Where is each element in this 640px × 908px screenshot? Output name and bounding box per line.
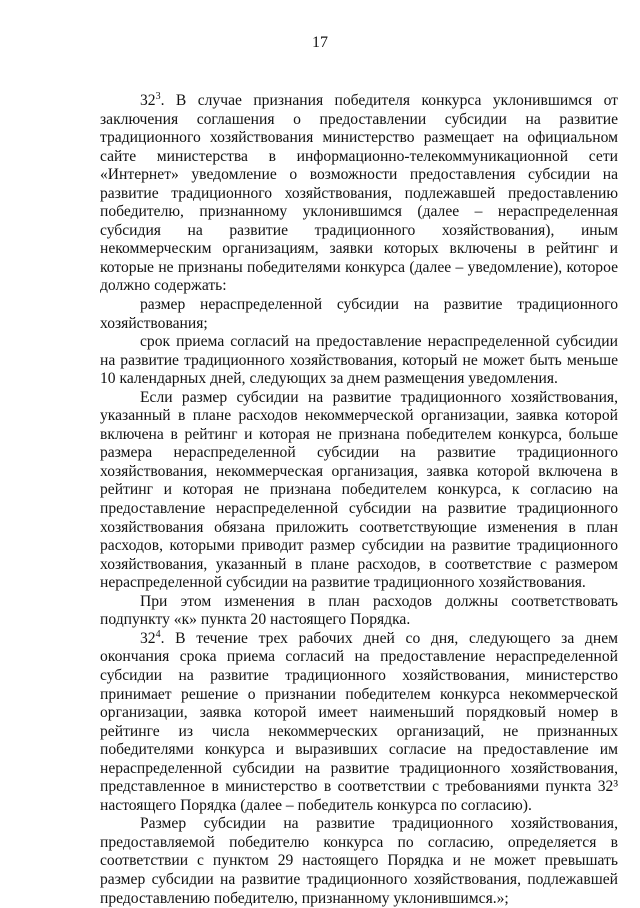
paragraph-number-main: 32 — [140, 629, 156, 647]
paragraph-text: . В течение трех рабочих дней со дня, следующего за днем окончания срока приема согласий на предоставление нераспределенной субсидии на развитие традиционного хозяйствования, министерство принимает решение о признании победителем конкурса некоммерческой организации, заявка которой имеет наименьший порядковый номер в рейтинге из числа некоммерческих организаций, не признанных победителями конкурса и выразивших согласие на предоставление им нераспределенной субсидии на развитие традиционного хозяйствования, представленное в министерство в соответствии с требованиями пункта 32³ настоящего Порядка (далее – победитель конкурса по согласию). — [100, 629, 618, 814]
paragraph-subsidy-size: Размер субсидии на развитие традиционного хозяйствования, предоставляемой победителю конкурса по согласию, определяется в соответствии с пунктом 29 настоящего Порядка и не может превышать размер субсидии на развитие традиционного хозяйствования, подлежавшей предоставлению победителю, признанному уклонившимся.»; — [100, 815, 618, 907]
paragraph-32-4 — [100, 630, 618, 815]
document-body — [100, 92, 618, 908]
paragraph-plan-changes: Если размер субсидии на развитие традиционного хозяйствования, указанный в плане расходов некоммерческой организации, заявка которой включена в рейтинг и которая не признана победителем конкурса, больше размера нераспределенной субсидии на развитие традиционного хозяйствования, некоммерческая организация, заявка которой включена в рейтинг и которая не признана победителем конкурса, к согласию на предоставление нераспределенной субсидии на развитие традиционного хозяйствования обязана приложить соответствующие изменения в план расходов, которыми приводит размер субсидии на развитие традиционного хозяйствования, указанный в плане расходов, в соответствие с размером нераспределенной субсидии на развитие традиционного хозяйствования. — [100, 388, 618, 592]
paragraph-conformity: При этом изменения в план расходов должны соответствовать подпункту «к» пункта 20 настоящего Порядка. — [100, 592, 618, 629]
paragraph-number-main: 32 — [140, 92, 156, 109]
paragraph-text: . В случае признания победителя конкурса уклонившимся от заключения соглашения о предоставлении субсидии на развитие традиционного хозяйствования министерство размещает на официальном сайте министерства в информационно-телекоммуникационной сети «Интернет» уведомление о возможности предоставления субсидии на развитие традиционного хозяйствования, подлежавшей предоставлению победителю, признанному уклонившимся (далее – нераспределенная субсидия на развитие традиционного хозяйствования), иным некоммерческим организациям, заявки которых включены в рейтинг и которые не признаны победителями конкурса (далее – уведомление), которое должно содержать: — [100, 92, 618, 295]
paragraph-item-amount: размер нераспределенной субсидии на развитие традиционного хозяйствования; — [100, 296, 618, 332]
paragraph-item-term: срок приема согласий на предоставление нераспределенной субсидии на развитие традиционного хозяйствования, который не может быть меньше 10 календарных дней, следующих за днем размещения уведомления. — [100, 333, 618, 388]
paragraph-number — [140, 630, 161, 647]
paragraph-number-sup: 3 — [155, 90, 161, 102]
paragraph-number-sup: 4 — [155, 628, 161, 640]
paragraph-32-3 — [100, 92, 618, 296]
paragraph-number — [140, 92, 161, 109]
page-number: 17 — [312, 34, 328, 51]
